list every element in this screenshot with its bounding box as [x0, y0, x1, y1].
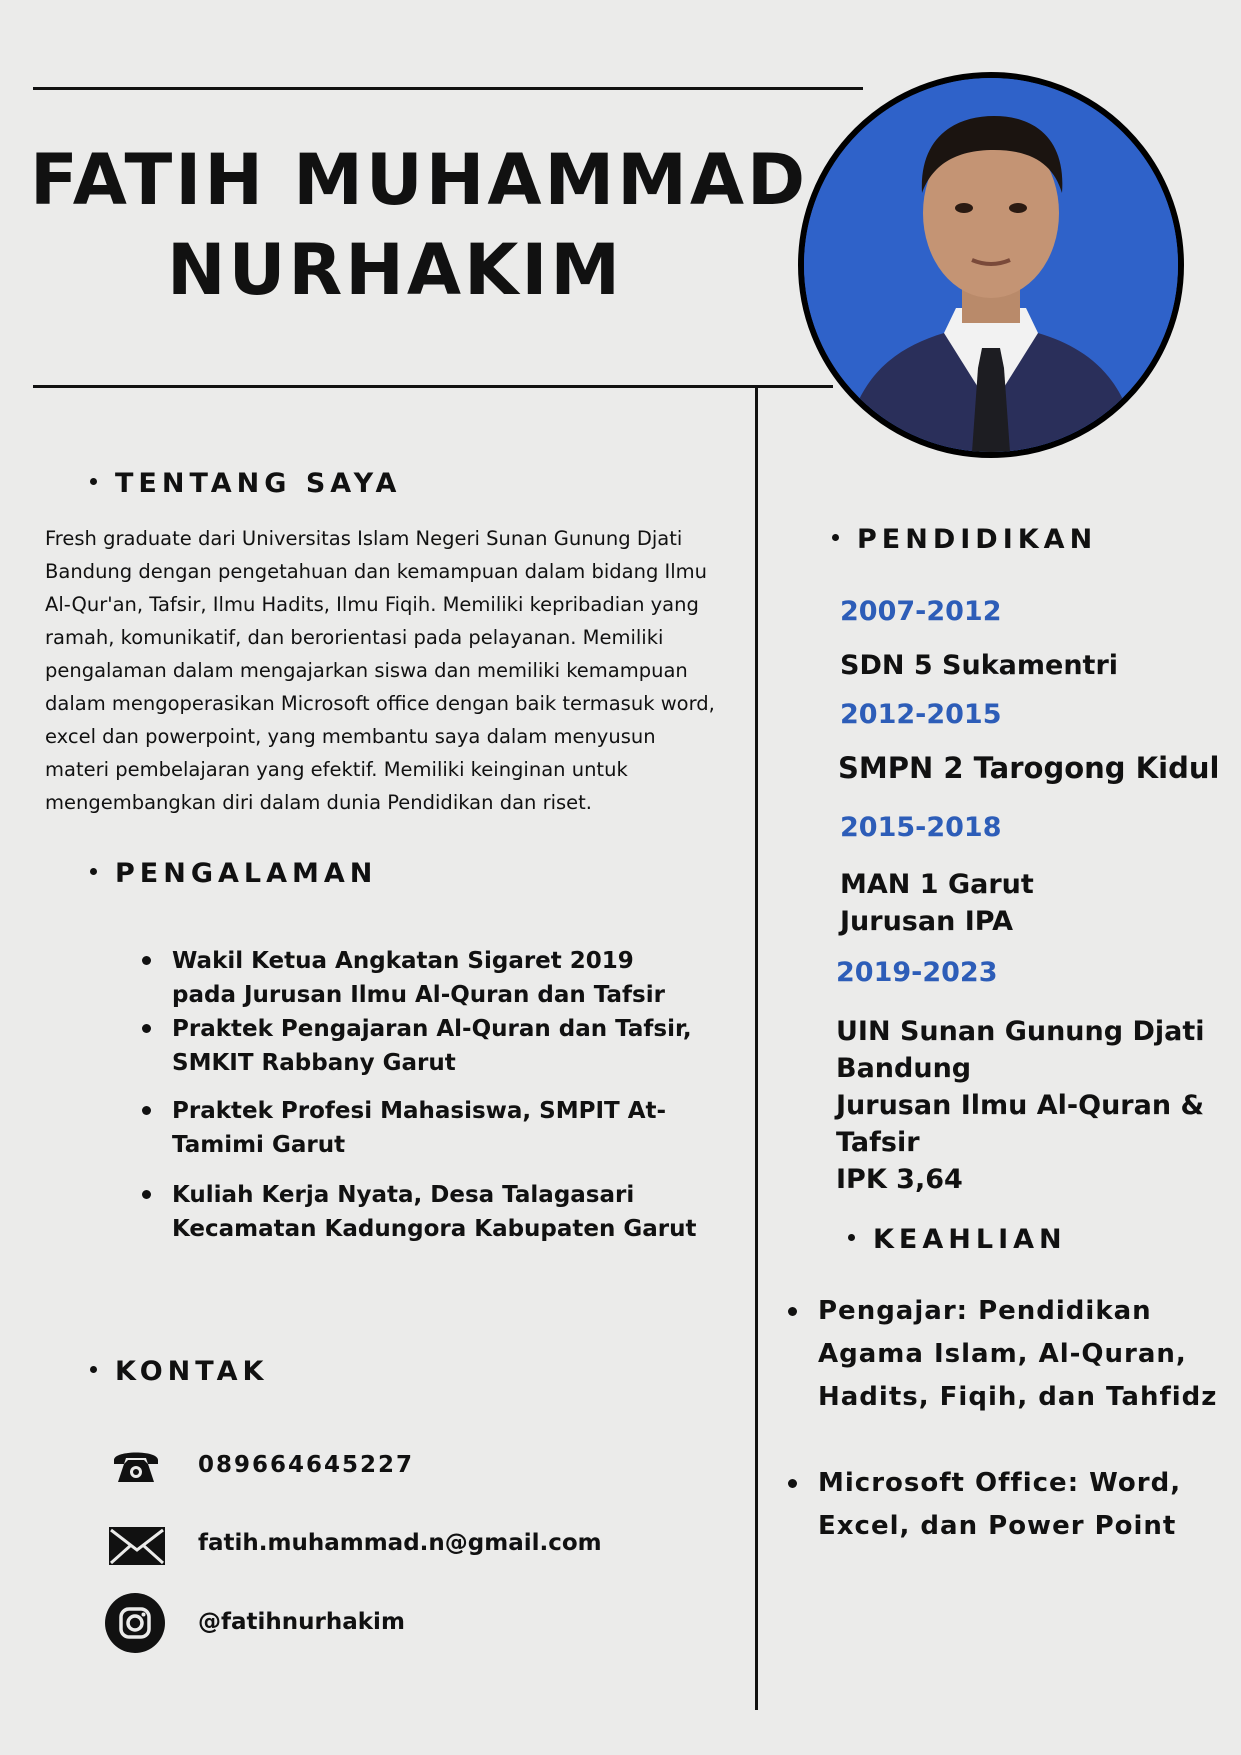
list-item: Microsoft Office: Word, Excel, dan Power Point [818, 1462, 1228, 1548]
email-link[interactable]: fatih.muhammad.n@gmail.com [198, 1530, 602, 1556]
about-title-text: TENTANG SAYA [115, 468, 402, 499]
education-school [836, 1013, 1205, 1198]
contact-title-text: KONTAK [115, 1356, 269, 1387]
name-line-1: FATIH MUHAMMAD [30, 139, 809, 221]
education-line: IPK 3,64 [836, 1164, 963, 1195]
skills-title-text: KEAHLIAN [873, 1224, 1067, 1255]
about-text: Fresh graduate dari Universitas Islam Negeri Sunan Gunung Djati Bandung dengan pengetahuan dan kemampuan dalam bidang Ilmu Al-Qur'an, Tafsir, Ilmu Hadits, Ilmu Fiqih. Memiliki kepribadian yang ramah, komunikatif, dan berorientasi pada pelayanan. Memiliki pengalaman dalam mengajarkan siswa dan memiliki kemampuan dalam mengoperasikan Microsoft office dengan baik termasuk word, excel dan powerpoint, yang membantu saya dalam menyusun materi pembelajaran yang efektif. Memiliki keinginan untuk mengembangkan diri dalam dunia Pendidikan dan riset. [45, 527, 715, 814]
education-line: Jurusan IPA [840, 906, 1013, 937]
education-school: SMPN 2 Tarogong Kidul [838, 751, 1220, 785]
bullet-icon [90, 868, 97, 875]
list-item: Pengajar: Pendidikan Agama Islam, Al-Quran, Hadits, Fiqih, dan Tahfidz [818, 1290, 1228, 1419]
profile-photo [798, 72, 1184, 458]
instagram-handle[interactable]: @fatihnurhakim [198, 1609, 405, 1635]
header-bottom-rule [33, 385, 833, 388]
education-line: Bandung [836, 1053, 972, 1084]
phone-icon [110, 1446, 162, 1486]
envelope-icon [108, 1526, 166, 1566]
name-line-2: NURHAKIM [166, 229, 624, 311]
contact-section-title [90, 1356, 268, 1387]
page-title [30, 135, 809, 315]
education-year: 2015-2018 [840, 812, 1002, 843]
about-section-title [90, 468, 401, 499]
education-year: 2007-2012 [840, 596, 1002, 627]
education-line: Jurusan Ilmu Al-Quran & [836, 1090, 1205, 1121]
experience-section-title [90, 858, 377, 889]
bullet-icon [90, 1366, 97, 1373]
education-line: UIN Sunan Gunung Djati [836, 1016, 1205, 1047]
bullet-icon [832, 534, 839, 541]
instagram-icon [105, 1593, 165, 1653]
list-item: Wakil Ketua Angkatan Sigaret 2019 pada Jurusan Ilmu Al-Quran dan Tafsir [140, 944, 700, 1012]
bullet-icon [848, 1234, 855, 1241]
education-year: 2019-2023 [836, 957, 998, 988]
education-section-title [832, 524, 1097, 555]
education-year: 2012-2015 [840, 699, 1002, 730]
list-item: Praktek Pengajaran Al-Quran dan Tafsir, SMKIT Rabbany Garut [140, 1012, 700, 1080]
phone-number[interactable]: 089664645227 [198, 1452, 415, 1478]
education-school [840, 866, 1034, 940]
education-school: SDN 5 Sukamentri [840, 650, 1119, 681]
list-item: Kuliah Kerja Nyata, Desa Talagasari Kecamatan Kadungora Kabupaten Garut [140, 1178, 700, 1246]
bullet-icon [90, 478, 97, 485]
list-item: Praktek Profesi Mahasiswa, SMPIT At-Tamimi Garut [140, 1094, 700, 1162]
column-divider [755, 385, 758, 1710]
top-rule [33, 87, 863, 90]
education-title-text: PENDIDIKAN [857, 524, 1098, 555]
education-line: Tafsir [836, 1127, 920, 1158]
skills-section-title [848, 1224, 1067, 1255]
portrait-illustration [804, 78, 1178, 452]
experience-title-text: PENGALAMAN [115, 858, 378, 889]
education-line: MAN 1 Garut [840, 869, 1034, 900]
